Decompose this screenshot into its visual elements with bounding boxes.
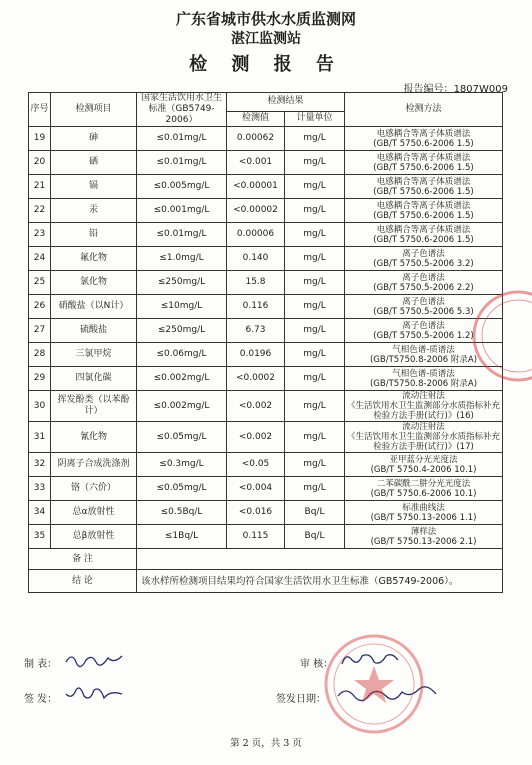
table-row xyxy=(29,319,503,343)
table-row xyxy=(29,367,503,391)
table-body xyxy=(29,127,503,549)
table-row xyxy=(29,271,503,295)
row-method xyxy=(345,501,503,525)
row-value: 0.00006 xyxy=(227,223,285,247)
row-seq: 26 xyxy=(29,295,51,319)
row-unit: mg/L xyxy=(285,453,345,477)
row-method-name: 电感耦合等离子体质谱法 xyxy=(376,176,471,187)
col-item: 检测项目 xyxy=(51,93,137,127)
conclusion-label: 结 论 xyxy=(29,570,137,593)
row-unit: mg/L xyxy=(285,223,345,247)
row-standard: ≤0.3mg/L xyxy=(137,453,227,477)
row-method-name: 薄样法 xyxy=(410,526,437,537)
row-method xyxy=(345,151,503,175)
row-method-ref: (GB/T 5750.6-2006 1.5) xyxy=(373,234,474,245)
row-seq: 23 xyxy=(29,223,51,247)
row-value: <0.002 xyxy=(227,422,285,453)
row-standard: ≤0.001mg/L xyxy=(137,199,227,223)
row-seq: 28 xyxy=(29,343,51,367)
row-seq: 27 xyxy=(29,319,51,343)
row-unit: mg/L xyxy=(285,151,345,175)
row-method xyxy=(345,477,503,501)
row-unit: mg/L xyxy=(285,295,345,319)
row-method-ref: 《生活饮用水卫生监测部分水质指标补充检验方法手册(试行)》(17) xyxy=(347,432,501,452)
table-row xyxy=(29,422,503,453)
row-item: 氟化物 xyxy=(51,247,137,271)
row-method-ref: (GB/T5750.8-2006 附录A) xyxy=(369,354,478,365)
row-method-name: 流动注射法 xyxy=(402,391,445,401)
row-item: 砷 xyxy=(51,127,137,151)
table-row xyxy=(29,223,503,247)
report-title: 检 测 报 告 xyxy=(189,54,343,75)
row-method-ref: (GB/T 5750.5-2006 2.2) xyxy=(373,282,474,293)
page-footer: 第 2 页，共 3 页 xyxy=(230,738,302,749)
row-standard: ≤1.0mg/L xyxy=(137,247,227,271)
row-item: 氯化物 xyxy=(51,271,137,295)
row-method-name: 离子色谱法 xyxy=(402,320,445,331)
row-value: <0.016 xyxy=(227,501,285,525)
row-seq: 31 xyxy=(29,422,51,453)
row-unit: mg/L xyxy=(285,343,345,367)
row-method-name: 电感耦合等离子体质谱法 xyxy=(376,224,471,235)
prepared-by-label: 制 表： xyxy=(24,659,58,670)
row-method-name: 气相色谱-质谱法 xyxy=(392,368,455,379)
row-standard: ≤0.5Bq/L xyxy=(137,501,227,525)
row-value: 0.140 xyxy=(227,247,285,271)
row-standard: ≤0.01mg/L xyxy=(137,223,227,247)
row-method xyxy=(345,223,503,247)
row-method xyxy=(345,247,503,271)
row-standard: ≤0.002mg/L xyxy=(137,367,227,391)
conclusion-text: 该水样所检测项目结果均符合国家生活饮用水卫生标准（GB5749-2006）。 xyxy=(137,570,503,593)
col-method: 检测方法 xyxy=(345,93,503,127)
row-item: 总β放射性 xyxy=(51,525,137,549)
remark-label: 备 注 xyxy=(29,549,137,570)
row-item: 硝酸盐（以N计） xyxy=(51,295,137,319)
row-item: 铅 xyxy=(51,223,137,247)
row-item: 阴离子合成洗涤剂 xyxy=(51,453,137,477)
row-method xyxy=(345,453,503,477)
table-row xyxy=(29,127,503,151)
row-method-ref: (GB/T 5750.5-2006 5.3) xyxy=(373,306,474,317)
row-standard: ≤0.01mg/L xyxy=(137,127,227,151)
row-method-ref: (GB/T 5750.4-2006 10.1) xyxy=(370,464,477,475)
row-item: 汞 xyxy=(51,199,137,223)
row-seq: 19 xyxy=(29,127,51,151)
row-item: 镉 xyxy=(51,175,137,199)
row-value: <0.001 xyxy=(227,151,285,175)
row-unit: mg/L xyxy=(285,367,345,391)
row-seq: 35 xyxy=(29,525,51,549)
row-standard: ≤0.01mg/L xyxy=(137,151,227,175)
table-row xyxy=(29,391,503,422)
col-value: 检测值 xyxy=(227,111,285,126)
station-title: 湛江监测站 xyxy=(231,31,301,47)
row-unit: mg/L xyxy=(285,175,345,199)
row-unit: mg/L xyxy=(285,271,345,295)
row-seq: 24 xyxy=(29,247,51,271)
table-row xyxy=(29,175,503,199)
row-value: <0.004 xyxy=(227,477,285,501)
issue-date-label: 签发日期： xyxy=(276,694,326,705)
row-method-ref: (GB/T 5750.13-2006 2.1) xyxy=(370,536,477,547)
row-method-name: 离子色谱法 xyxy=(402,272,445,283)
row-unit: mg/L xyxy=(285,422,345,453)
row-value: 0.0196 xyxy=(227,343,285,367)
table-row xyxy=(29,453,503,477)
row-method-name: 流动注射法 xyxy=(402,422,445,432)
row-standard: ≤0.05mg/L xyxy=(137,477,227,501)
row-method-ref: (GB/T5750.8-2006 附录A) xyxy=(369,378,478,389)
row-item: 挥发酚类（以苯酚计） xyxy=(51,391,137,422)
row-unit: mg/L xyxy=(285,127,345,151)
row-method xyxy=(345,199,503,223)
table-row xyxy=(29,151,503,175)
row-value: <0.0002 xyxy=(227,367,285,391)
row-method-ref: (GB/T 5750.5-2006 1.2) xyxy=(373,330,474,341)
row-method-ref: (GB/T 5750.6-2006 1.5) xyxy=(373,186,474,197)
row-unit: Bq/L xyxy=(285,525,345,549)
row-method-name: 离子色谱法 xyxy=(402,296,445,307)
side-seal-stamp xyxy=(468,286,532,386)
row-unit: mg/L xyxy=(285,319,345,343)
table-row xyxy=(29,525,503,549)
table-row xyxy=(29,343,503,367)
reviewed-by-label: 审 核： xyxy=(300,659,334,670)
row-method xyxy=(345,422,503,453)
row-method-ref: (GB/T 5750.5-2006 3.2) xyxy=(373,258,474,269)
issued-by-label: 签 发： xyxy=(24,694,58,705)
row-standard: ≤0.002mg/L xyxy=(137,391,227,422)
row-method-name: 电感耦合等离子体质谱法 xyxy=(376,128,471,139)
row-method xyxy=(345,127,503,151)
row-method-name: 亚甲蓝分光光度法 xyxy=(389,454,458,465)
report-number-value: 1807W009 xyxy=(453,84,508,95)
table-row xyxy=(29,247,503,271)
row-item: 硫酸盐 xyxy=(51,319,137,343)
row-item: 氰化物 xyxy=(51,422,137,453)
row-seq: 29 xyxy=(29,367,51,391)
row-standard: ≤10mg/L xyxy=(137,295,227,319)
row-method-name: 电感耦合等离子体质谱法 xyxy=(376,152,471,163)
row-method-ref: (GB/T 5750.6-2006 1.5) xyxy=(373,210,474,221)
row-method-ref: (GB/T 5750.13-2006 1.1) xyxy=(370,512,477,523)
row-method-ref: (GB/T 5750.6-2006 10.1) xyxy=(370,488,477,499)
row-value: <0.05 xyxy=(227,453,285,477)
col-result: 检测结果 xyxy=(227,93,345,112)
row-unit: mg/L xyxy=(285,477,345,501)
table-row xyxy=(29,501,503,525)
results-table xyxy=(28,92,503,593)
row-method-name: 二苯碳酰二肼分光光度法 xyxy=(376,478,471,489)
row-unit: mg/L xyxy=(285,391,345,422)
row-standard: ≤250mg/L xyxy=(137,319,227,343)
row-method-name: 气相色谱-质谱法 xyxy=(392,344,455,355)
row-value: 0.116 xyxy=(227,295,285,319)
row-seq: 33 xyxy=(29,477,51,501)
col-seq: 序号 xyxy=(29,93,51,127)
row-seq: 20 xyxy=(29,151,51,175)
issuer-signature xyxy=(64,684,124,702)
table-row xyxy=(29,477,503,501)
table-row xyxy=(29,295,503,319)
org-title: 广东省城市供水水质监测网 xyxy=(175,10,356,28)
row-method xyxy=(345,391,503,422)
report-number-label: 报告编号： xyxy=(403,84,454,95)
row-value: 15.8 xyxy=(227,271,285,295)
row-item: 铬（六价） xyxy=(51,477,137,501)
row-value: <0.00001 xyxy=(227,175,285,199)
row-unit: mg/L xyxy=(285,199,345,223)
row-item: 四氯化碳 xyxy=(51,367,137,391)
row-value: 0.115 xyxy=(227,525,285,549)
row-method xyxy=(345,525,503,549)
row-seq: 25 xyxy=(29,271,51,295)
table-row xyxy=(29,199,503,223)
row-seq: 32 xyxy=(29,453,51,477)
row-standard: ≤250mg/L xyxy=(137,271,227,295)
row-seq: 34 xyxy=(29,501,51,525)
row-item: 三氯甲烷 xyxy=(51,343,137,367)
row-seq: 22 xyxy=(29,199,51,223)
row-unit: mg/L xyxy=(285,247,345,271)
row-item: 硒 xyxy=(51,151,137,175)
row-method-name: 离子色谱法 xyxy=(402,248,445,259)
row-standard: ≤0.005mg/L xyxy=(137,175,227,199)
row-value: <0.002 xyxy=(227,391,285,422)
row-seq: 30 xyxy=(29,391,51,422)
prepared-signature xyxy=(64,650,124,668)
col-unit: 计量单位 xyxy=(285,111,345,126)
row-standard: ≤0.06mg/L xyxy=(137,343,227,367)
row-value: 0.00062 xyxy=(227,127,285,151)
row-method-ref: 《生活饮用水卫生监测部分水质指标补充检验方法手册(试行)》(16) xyxy=(347,401,501,421)
col-standard: 国家生活饮用水卫生标准（GB5749-2006） xyxy=(137,93,227,127)
row-unit: Bq/L xyxy=(285,501,345,525)
remark-value xyxy=(137,549,503,570)
row-standard: ≤1Bq/L xyxy=(137,525,227,549)
row-method-name: 电感耦合等离子体质谱法 xyxy=(376,200,471,211)
row-seq: 21 xyxy=(29,175,51,199)
row-item: 总α放射性 xyxy=(51,501,137,525)
row-method-ref: (GB/T 5750.6-2006 1.5) xyxy=(373,138,474,149)
row-value: <0.00002 xyxy=(227,199,285,223)
row-value: 6.73 xyxy=(227,319,285,343)
row-standard: ≤0.05mg/L xyxy=(137,422,227,453)
row-method-name: 标准曲线法 xyxy=(402,502,445,513)
row-method-ref: (GB/T 5750.6-2006 1.5) xyxy=(373,162,474,173)
row-method xyxy=(345,175,503,199)
official-seal-stamp xyxy=(322,632,426,736)
